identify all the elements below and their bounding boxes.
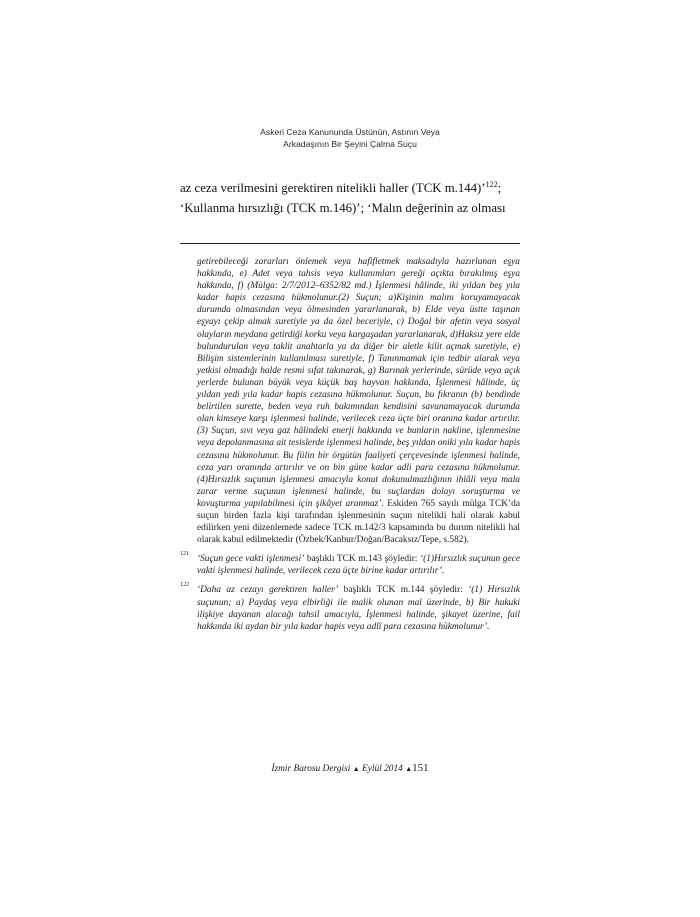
page-footer — [180, 762, 520, 774]
footnote-quote: ‘(1)Hırsızlık suçunun gece vakti işlenmesi halinde, verilecek ceza üçte birine kadar artırılır’. — [197, 554, 520, 577]
footnotes-area — [180, 256, 520, 633]
footnote-continuation-commentary: Eskiden 765 sayılı mülga TCK’da suçun birden fazla kişi tarafından işlenmesinin suçun nitelikli hali olarak kabul edilirken yeni düzenlemede sadece TCK m.142/3 kapsamında bu durum nitelikli hal olarak kabul edilmektedir (Özbek/Kanbur/Doğan/Bacaksız/Tepe, s.582). — [197, 498, 520, 546]
body-line-1 — [180, 178, 526, 198]
footnote-continuation-quote: getirebileceği zararları önlemek veya hafifletmek maksadıyla hazırlanan eşya hakkında, e) Adet veya tahsis veya kullanımları gereği açıkta bırakılmış eşya hakkında, f) (Mülga: 2/7/2012–6352/82 md.) İşlenmesi hâlinde, iki yıldan beş yıla kadar hapis cezasına hükmolunur.(2) Suçun; a)Kişinin malını koruyamayacak durumda olmasından veya ölmesinden yararlanarak, b) Elde veya üstte taşınan eşyayı çekip almak suretiyle ya da özel beceriyle, c) Doğal bir afetin veya sosyal olayların meydana getirdiği korku veya kargaşadan yararlanarak, d)Haksız yere elde bulundurulan veya taklit anahtarla ya da diğer bir aletle kilit açmak suretiyle, e) Bilişim sistemlerinin kullanılması suretiyle, f) Tanınmamak için tedbir alarak veya yetkisi olmadığı halde resmi sıfat takınarak, g) Barınak yerlerinde, sürüde veya açık yerlerde bulunan büyük veya küçük baş hayvan hakkında, İşlenmesi hâlinde, üç yıldan yedi yıla kadar hapis cezasına hükmolunur. Suçun, bu fıkranın (b) bendinde belirtilen surette, beden veya ruh bakımından kendisini savunamayacak durumda olan kimseye karşı işlenmesi halinde, verilecek ceza üçte biri oranına kadar artırılır.(3) Suçun, sıvı veya gaz hâlindeki enerji hakkında ve bunların nakline, işlenmesine veya depolanmasına ait tesislerde işlenmesi halinde, beş yıldan oniki yıla kadar hapis cezasına hükmolunur. Bu fiilin bir örgütün faaliyeti çerçevesinde işlenmesi halinde, ceza yarı oranında artırılır ve on bin güne kadar adli para cezasına hükmolunur.(4)Hırsızlık suçunun işlenmesi amacıyla konut dokunulmazlığının ihlâli veya mala zarar verme suçunun işlenmesi halinde, bu suçlardan dolayı soruşturma ve kovuşturma yapılabilmesi için şikâyet aranmaz’. — [197, 257, 520, 509]
footnote-reference-122[interactable]: 122 — [485, 180, 498, 189]
running-header-line-1: Askeri Ceza Kanununda Üstünün, Astının Veya — [260, 127, 440, 137]
footer-separator-icon: ▲ — [352, 765, 360, 773]
footnote-title: ‘Suçun gece vakti işlenmesi’ — [197, 554, 305, 565]
journal-name: İzmir Barosu Dergisi — [271, 764, 351, 774]
footnote-separator-rule — [180, 243, 520, 244]
footnote-intro: başlıklı TCK m.144 şöyledir: — [338, 585, 469, 596]
footnote-intro: başlıklı TCK m.143 şöyledir: — [304, 554, 420, 565]
footnote-number: 121 — [180, 551, 189, 558]
running-header — [180, 126, 520, 150]
page-number: 151 — [412, 762, 429, 774]
body-line-1-text: az ceza verilmesini gerektiren nitelikli haller (TCK m.144)’ — [180, 181, 486, 195]
footer-separator-icon: ▲ — [405, 765, 413, 773]
footnote-title: ‘Daha az cezayı gerektiren haller’ — [197, 585, 339, 596]
body-line-1-end: ; — [497, 181, 502, 195]
footnote-number: 122 — [180, 582, 189, 589]
body-line-2: ‘Kullanma hırsızlığı (TCK m.146)’; ‘Malın değerinin az olması — [180, 201, 506, 215]
issue-date: Eylül 2014 — [361, 764, 403, 774]
footnote-122 — [180, 584, 520, 632]
footnote-121 — [180, 553, 520, 577]
body-text — [180, 178, 526, 218]
footnote-quote: ‘(1) Hırsızlık suçunun; a) Paydaş veya elbirliği ile malik olunan mal üzerinde, b) Bir hukuki ilişkiye dayanan alacağı tahsil amacıyla, İşlenmesi halinde, şikayet üzerine, fail hakkında iki aydan bir yıla kadar hapis veya adlî para cezasına hükmolunur’. — [197, 585, 520, 632]
footnote-continuation — [180, 256, 520, 546]
running-header-line-2: Arkadaşının Bir Şeyini Çalma Suçu — [283, 139, 417, 149]
